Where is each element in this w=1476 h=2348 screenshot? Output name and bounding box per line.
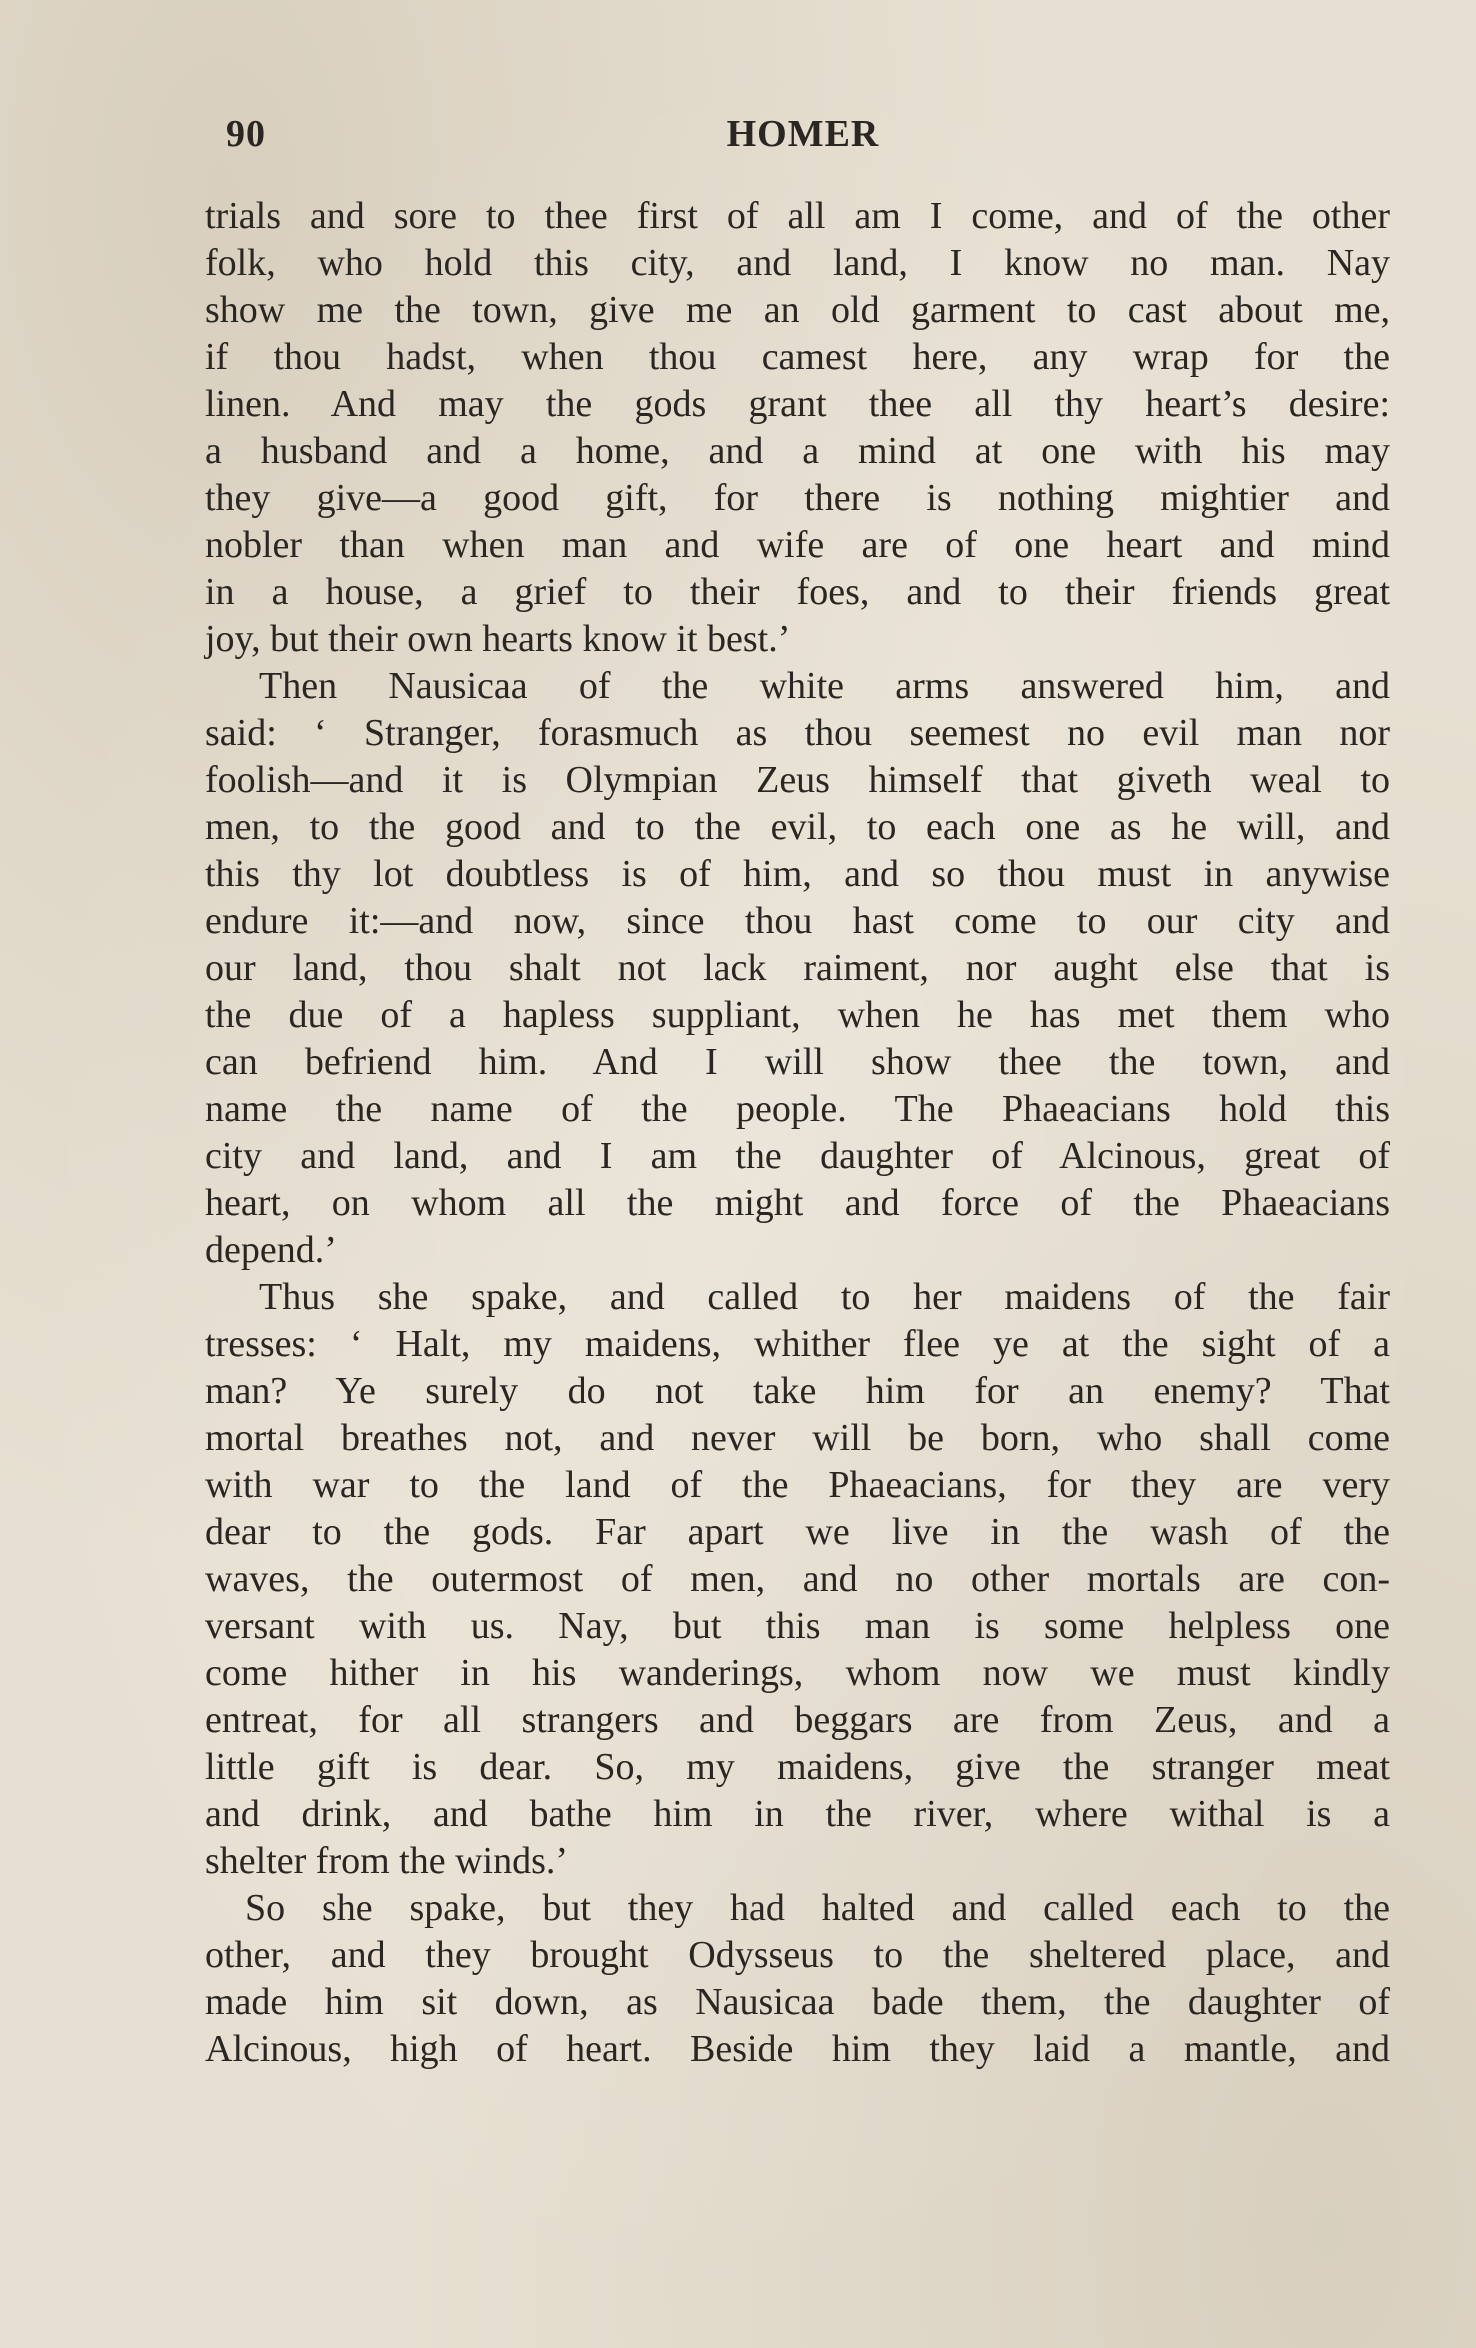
text-line: said: ‘ Stranger, forasmuch as thou seemest no evil man nor <box>205 712 1390 754</box>
text-line: our land, thou shalt not lack raiment, nor aught else that is <box>205 947 1390 989</box>
text-line: depend.’ <box>205 1229 337 1271</box>
text-line: this thy lot doubtless is of him, and so thou must in anywise <box>205 853 1390 895</box>
text-line: endure it:—and now, since thou hast come to our city and <box>205 900 1390 942</box>
body-text <box>205 193 1390 2073</box>
text-line: heart, on whom all the might and force of the Phaeacians <box>205 1182 1390 1224</box>
text-line: Thus she spake, and called to her maidens of the fair <box>259 1276 1390 1318</box>
text-line: come hither in his wanderings, whom now we must kindly <box>205 1652 1390 1694</box>
text-line: they give—a good gift, for there is nothing mightier and <box>205 477 1390 519</box>
text-line: waves, the outermost of men, and no other mortals are con- <box>205 1558 1390 1600</box>
page-number: 90 <box>226 113 266 155</box>
text-line: little gift is dear. So, my maidens, give the stranger meat <box>205 1746 1390 1788</box>
text-line: linen. And may the gods grant thee all thy heart’s desire: <box>205 383 1390 425</box>
running-head: HOMER <box>726 113 880 155</box>
text-line: Then Nausicaa of the white arms answered him, and <box>259 665 1390 707</box>
text-line: the due of a hapless suppliant, when he has met them who <box>205 994 1390 1036</box>
text-line: can befriend him. And I will show thee the town, and <box>205 1041 1390 1083</box>
text-line: mortal breathes not, and never will be born, who shall come <box>205 1417 1390 1459</box>
text-line: versant with us. Nay, but this man is some helpless one <box>205 1605 1390 1647</box>
text-line: if thou hadst, when thou camest here, any wrap for the <box>205 336 1390 378</box>
text-line: city and land, and I am the daughter of Alcinous, great of <box>205 1135 1390 1177</box>
text-line: joy, but their own hearts know it best.’ <box>205 618 791 660</box>
text-line: in a house, a grief to their foes, and to their friends great <box>205 571 1390 613</box>
text-line: tresses: ‘ Halt, my maidens, whither flee ye at the sight of a <box>205 1323 1390 1365</box>
text-line: shelter from the winds.’ <box>205 1840 569 1882</box>
text-line: Alcinous, high of heart. Beside him they laid a mantle, and <box>205 2028 1390 2070</box>
text-line: folk, who hold this city, and land, I know no man. Nay <box>205 242 1390 284</box>
text-line: So she spake, but they had halted and called each to the <box>245 1887 1390 1929</box>
text-line: made him sit down, as Nausicaa bade them, the daughter of <box>205 1981 1390 2023</box>
text-line: entreat, for all strangers and beggars are from Zeus, and a <box>205 1699 1390 1741</box>
text-line: show me the town, give me an old garment to cast about me, <box>205 289 1390 331</box>
text-line: a husband and a home, and a mind at one with his may <box>205 430 1390 472</box>
page-header <box>226 112 1380 162</box>
text-line: foolish—and it is Olympian Zeus himself that giveth weal to <box>205 759 1390 801</box>
text-line: trials and sore to thee first of all am I come, and of the other <box>205 195 1390 237</box>
text-line: dear to the gods. Far apart we live in the wash of the <box>205 1511 1390 1553</box>
text-line: man? Ye surely do not take him for an enemy? That <box>205 1370 1390 1412</box>
text-line: other, and they brought Odysseus to the sheltered place, and <box>205 1934 1390 1976</box>
text-line: and drink, and bathe him in the river, where withal is a <box>205 1793 1390 1835</box>
text-line: with war to the land of the Phaeacians, for they are very <box>205 1464 1390 1506</box>
text-line: nobler than when man and wife are of one heart and mind <box>205 524 1390 566</box>
text-line: name the name of the people. The Phaeacians hold this <box>205 1088 1390 1130</box>
text-line: men, to the good and to the evil, to each one as he will, and <box>205 806 1390 848</box>
